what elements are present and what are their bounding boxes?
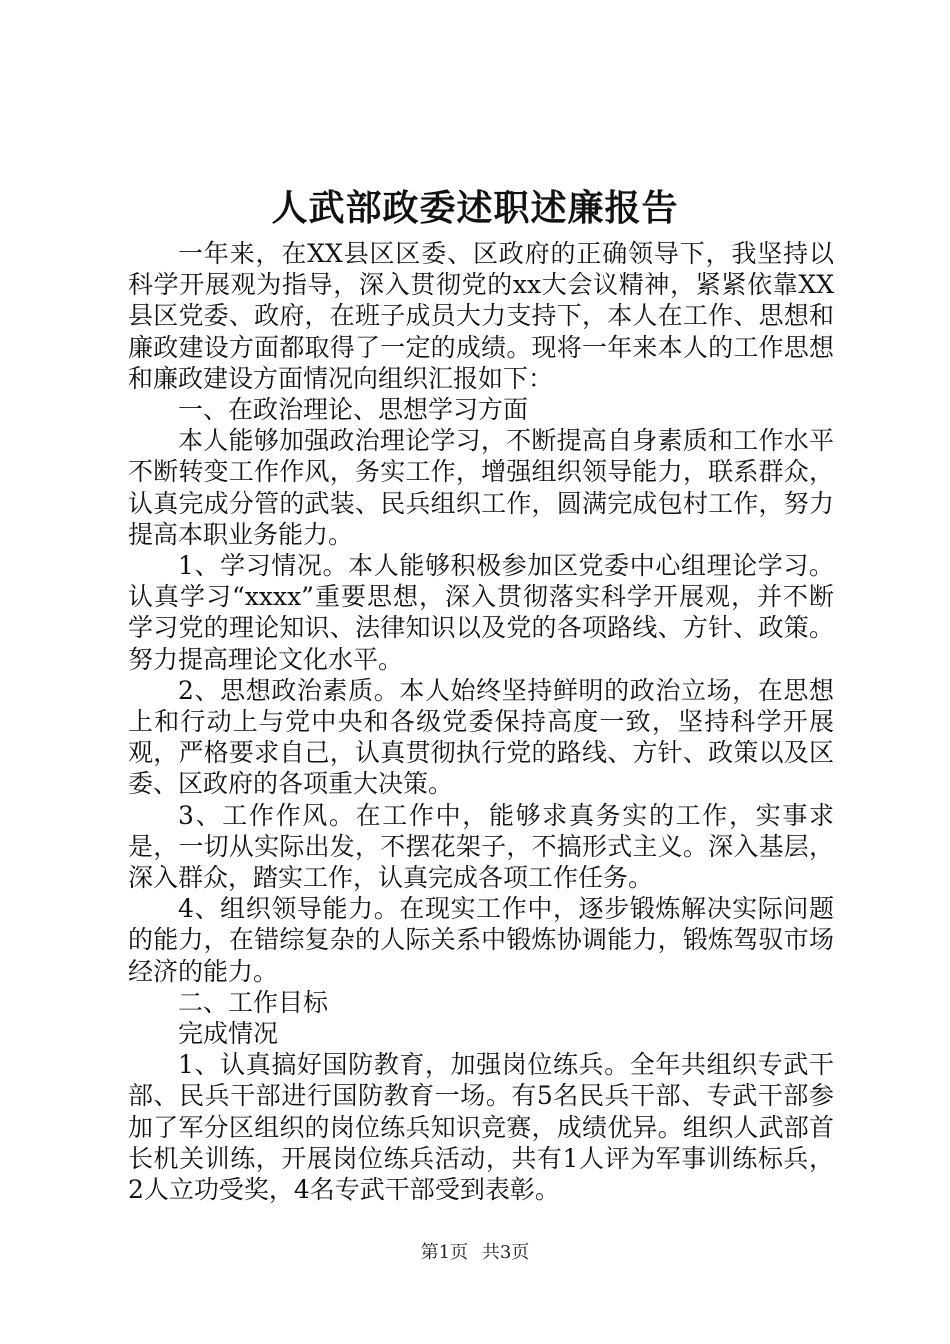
page-footer	[0, 1241, 950, 1265]
section-heading-1: 一、在政治理论、思想学习方面	[178, 395, 529, 425]
paragraph-item-leadership: 4、组织领导能力。在现实工作中，逐步锻炼解决实际问题的能力，在错综复杂的人际关系中锻炼协调能力，锻炼驾驭市场经济的能力。	[128, 894, 834, 986]
subheading-completion: 完成情况	[178, 1019, 279, 1049]
page-total: 共3页	[481, 1242, 530, 1263]
page-number: 第1页	[420, 1242, 469, 1263]
paragraph-item-study: 1、学习情况。本人能够积极参加区党委中心组理论学习。认真学习“xxxx”重要思想，深入贯彻落实科学开展观，并不断学习党的理论知识、法律知识以及党的各项路线、方针、政策。努力提高理论文化水平。	[128, 551, 834, 674]
paragraph-item-defense-education: 1、认真搞好国防教育，加强岗位练兵。全年共组织专武干部、民兵干部进行国防教育一场。有5名民兵干部、专武干部参加了军分区组织的岗位练兵知识竞赛，成绩优异。组织人武部首长机关训练，开展岗位练兵活动，共有1人评为军事训练标兵，2人立功受奖，4名专武干部受到表彰。	[128, 1050, 834, 1205]
paragraph-item-work-style: 3、工作作风。在工作中，能够求真务实的工作，实事求是，一切从实际出发，不摆花架子，不搞形式主义。深入基层，深入群众，踏实工作，认真完成各项工作任务。	[128, 800, 834, 893]
paragraph-item-political: 2、思想政治素质。本人始终坚持鲜明的政治立场，在思想上和行动上与党中央和各级党委保持高度一致，坚持科学开展观，严格要求自己，认真贯彻执行党的路线、方针、政策以及区委、区政府的各项重大决策。	[128, 675, 834, 799]
document-title: 人武部政委述职述廉报告	[271, 187, 679, 229]
paragraph-intro: 一年来，在XX县区区委、区政府的正确领导下，我坚持以科学开展观为指导，深入贯彻党的xx大会议精神，紧紧依靠XX县区党委、政府，在班子成员大力支持下，本人在工作、思想和廉政建设方面都取得了一定的成绩。现将一年来本人的工作思想和廉政建设方面情况向组织汇报如下：	[128, 239, 834, 393]
paragraph-section-1: 本人能够加强政治理论学习，不断提高自身素质和工作水平不断转变工作作风，务实工作，增强组织领导能力，联系群众，认真完成分管的武装、民兵组织工作，圆满完成包村工作，努力提高本职业务能力。	[128, 426, 834, 549]
section-heading-2: 二、工作目标	[178, 987, 329, 1017]
document-body	[128, 238, 834, 1205]
